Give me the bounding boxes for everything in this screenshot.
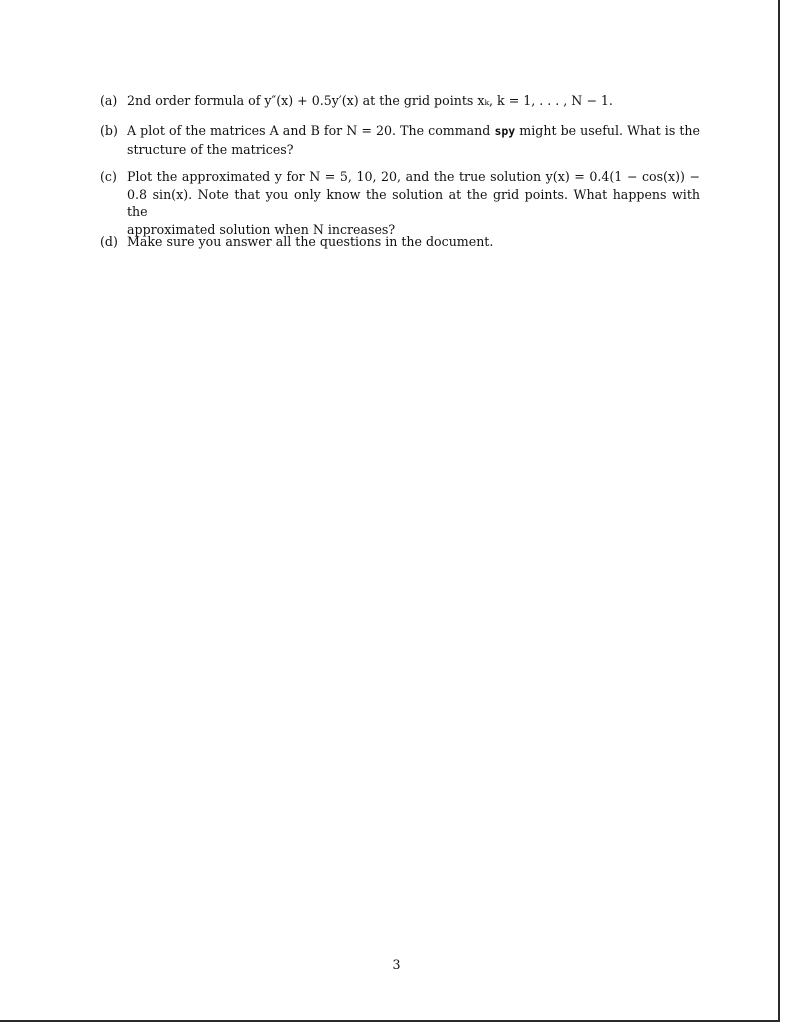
question-c-label: (c) xyxy=(100,169,117,184)
question-a-text: 2nd order formula of y″(x) + 0.5y′(x) at the grid points xₖ, k = 1, . . . , N − 1. xyxy=(127,93,613,108)
spy-command: spy xyxy=(494,124,516,138)
question-b-line-2: structure of the matrices? xyxy=(127,141,294,157)
question-b-line-1 xyxy=(127,122,700,141)
question-c-line-2: 0.8 sin(x). Note that you only know the solution at the grid points. What happens with the xyxy=(127,186,700,219)
question-b-text-post: might be useful. What is the xyxy=(515,123,700,138)
question-b xyxy=(100,122,700,158)
question-a-label: (a) xyxy=(100,93,118,108)
question-c xyxy=(100,168,700,238)
question-c-line-3: approximated solution when N increases? xyxy=(127,221,396,237)
question-b-text-pre: A plot of the matrices A and B for N = 20. The command xyxy=(127,123,495,138)
question-c-line-1: Plot the approximated y for N = 5, 10, 20, and the true solution y(x) = 0.4(1 − cos(x)) − xyxy=(127,169,700,184)
page-number: 3 xyxy=(392,957,401,972)
question-d-label: (d) xyxy=(100,234,118,249)
question-a xyxy=(100,92,700,110)
question-d xyxy=(100,233,700,251)
question-b-label: (b) xyxy=(100,123,118,138)
question-d-text: Make sure you answer all the questions in the document. xyxy=(127,234,494,249)
